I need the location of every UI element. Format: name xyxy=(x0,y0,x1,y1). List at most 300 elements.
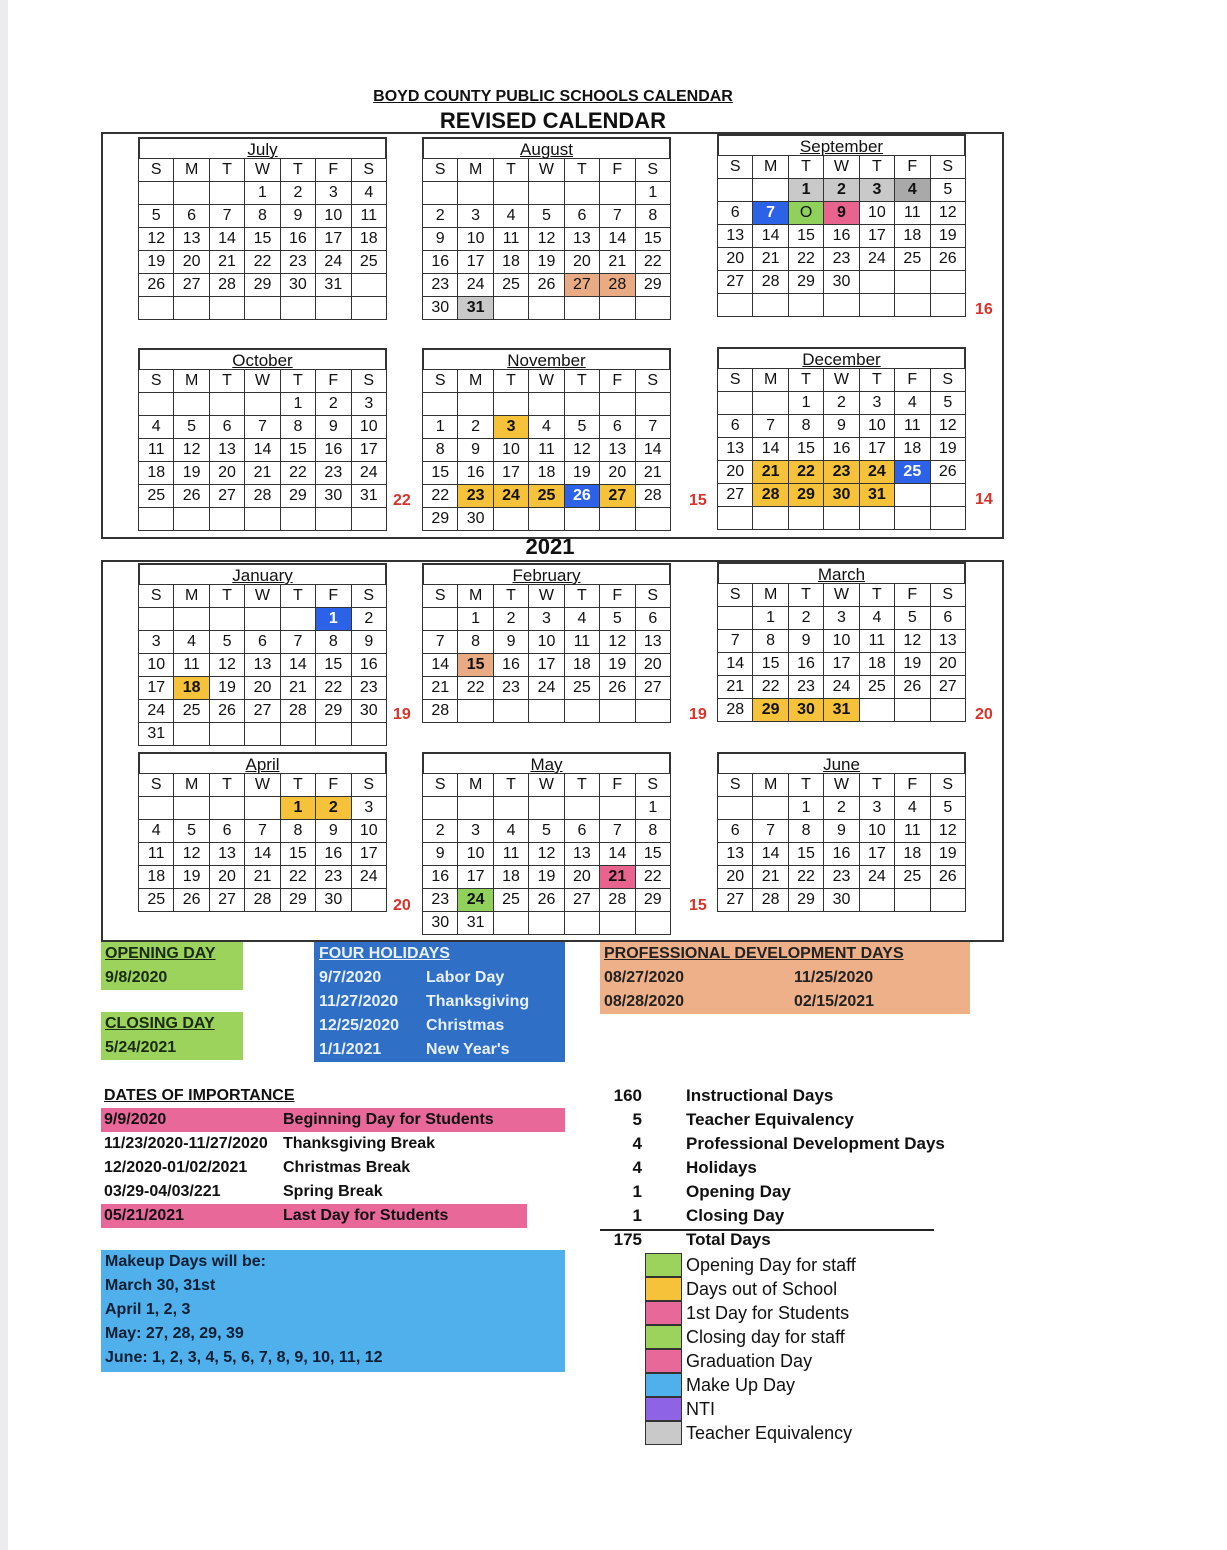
weekday-header: T xyxy=(788,584,823,607)
day-cell xyxy=(788,294,823,317)
day-cell: 11 xyxy=(351,205,386,228)
day-cell: 12 xyxy=(930,415,965,438)
weekday-header: W xyxy=(245,585,280,608)
legend-label: Make Up Day xyxy=(686,1375,796,1395)
summary-count: 1 xyxy=(632,1206,642,1225)
holidays-box xyxy=(314,942,565,1062)
day-cell: 18 xyxy=(139,866,174,889)
holiday-date: 1/1/2021 xyxy=(319,1041,382,1058)
pd-days-box xyxy=(600,942,970,1014)
day-cell: 19 xyxy=(895,653,930,676)
legend-swatch xyxy=(645,1253,682,1277)
day-cell xyxy=(600,182,635,205)
day-cell: 22 xyxy=(316,677,351,700)
opening-day-box xyxy=(101,942,243,990)
day-cell: 22 xyxy=(635,251,670,274)
day-cell xyxy=(423,797,458,820)
week-row xyxy=(423,251,671,274)
importance-event: Spring Break xyxy=(283,1183,383,1200)
weekday-header: S xyxy=(930,369,965,392)
day-cell: 4 xyxy=(493,820,528,843)
month-grid xyxy=(138,369,387,531)
day-cell: 19 xyxy=(930,225,965,248)
holiday-row xyxy=(319,966,565,990)
day-cell: 31 xyxy=(458,912,493,935)
day-cell: 26 xyxy=(209,700,244,723)
day-cell xyxy=(174,608,209,631)
day-cell: 9 xyxy=(316,416,351,439)
day-cell: 17 xyxy=(458,866,493,889)
day-cell: 8 xyxy=(423,439,458,462)
day-cell xyxy=(529,797,564,820)
month-grid xyxy=(422,369,671,531)
day-cell: 9 xyxy=(280,205,315,228)
summary-label: Opening Day xyxy=(686,1182,791,1201)
day-cell: 7 xyxy=(245,416,280,439)
day-cell xyxy=(564,508,599,531)
day-cell: 28 xyxy=(718,699,753,722)
day-cell: 21 xyxy=(718,676,753,699)
week-row xyxy=(423,797,671,820)
day-cell: 23 xyxy=(824,461,859,484)
day-cell xyxy=(635,508,670,531)
week-row xyxy=(139,416,387,439)
month-name xyxy=(717,562,966,583)
weekday-header: T xyxy=(564,370,599,393)
weekday-header: M xyxy=(174,774,209,797)
legend-label: Closing day for staff xyxy=(686,1327,845,1347)
day-cell: 29 xyxy=(280,485,315,508)
day-cell: 26 xyxy=(895,676,930,699)
day-cell: 25 xyxy=(493,889,528,912)
week-row xyxy=(718,843,966,866)
day-cell: 16 xyxy=(423,866,458,889)
day-cell xyxy=(493,297,528,320)
day-cell: 5 xyxy=(209,631,244,654)
week-row xyxy=(423,654,671,677)
holiday-name: New Year's xyxy=(426,1041,510,1058)
week-row xyxy=(718,392,966,415)
day-cell xyxy=(139,508,174,531)
day-cell: 19 xyxy=(174,866,209,889)
day-cell xyxy=(139,297,174,320)
month-name-text: November xyxy=(507,351,586,370)
day-cell: 15 xyxy=(280,439,315,462)
week-row xyxy=(139,654,387,677)
day-cell: 8 xyxy=(788,820,823,843)
day-cell: 16 xyxy=(316,439,351,462)
day-cell xyxy=(564,182,599,205)
day-cell: 4 xyxy=(351,182,386,205)
week-row xyxy=(718,294,966,317)
day-cell: 14 xyxy=(718,653,753,676)
day-cell: 3 xyxy=(493,416,528,439)
day-cell: 14 xyxy=(423,654,458,677)
week-row xyxy=(423,297,671,320)
day-cell: 28 xyxy=(245,889,280,912)
day-cell: 28 xyxy=(600,889,635,912)
day-cell xyxy=(209,182,244,205)
day-cell: 1 xyxy=(423,416,458,439)
day-cell xyxy=(139,393,174,416)
summary-count: 4 xyxy=(632,1158,642,1177)
day-cell: 13 xyxy=(209,439,244,462)
day-cell: 7 xyxy=(423,631,458,654)
day-cell: 14 xyxy=(753,225,788,248)
day-cell: 24 xyxy=(351,462,386,485)
day-cell: 18 xyxy=(564,654,599,677)
makeup-list xyxy=(105,1250,565,1370)
weekday-header: S xyxy=(635,585,670,608)
day-cell: 11 xyxy=(529,439,564,462)
page-subtitle: REVISED CALENDAR xyxy=(439,108,667,133)
importance-label: DATES OF IMPORTANCE xyxy=(104,1087,295,1104)
day-cell xyxy=(824,294,859,317)
day-cell: 12 xyxy=(895,630,930,653)
day-cell: 16 xyxy=(351,654,386,677)
month-name xyxy=(717,752,966,773)
day-cell: 2 xyxy=(316,393,351,416)
month-grid xyxy=(138,158,387,320)
day-cell xyxy=(139,182,174,205)
day-cell: 30 xyxy=(788,699,823,722)
pd-date: 08/28/2020 xyxy=(604,993,685,1010)
day-cell: 5 xyxy=(174,820,209,843)
day-cell: 4 xyxy=(895,179,930,202)
day-cell: 12 xyxy=(930,820,965,843)
day-cell: 20 xyxy=(930,653,965,676)
month-grid xyxy=(138,584,387,746)
day-cell: 25 xyxy=(895,461,930,484)
week-row xyxy=(139,843,387,866)
day-cell: 17 xyxy=(139,677,174,700)
day-cell xyxy=(493,797,528,820)
day-cell: 15 xyxy=(635,228,670,251)
week-row xyxy=(718,630,966,653)
month-name-text: July xyxy=(247,140,278,159)
day-cell: 24 xyxy=(351,866,386,889)
month-grid xyxy=(717,773,966,912)
day-cell xyxy=(930,507,965,530)
weekday-header: S xyxy=(139,159,174,182)
day-cell: 20 xyxy=(245,677,280,700)
weekday-header: T xyxy=(493,774,528,797)
weekday-header: M xyxy=(753,584,788,607)
day-cell: 31 xyxy=(458,297,493,320)
pd-days-row-1 xyxy=(604,966,970,990)
day-cell: 17 xyxy=(859,843,894,866)
day-cell xyxy=(529,393,564,416)
day-cell: 15 xyxy=(788,225,823,248)
day-cell: 14 xyxy=(600,843,635,866)
day-cell: 13 xyxy=(635,631,670,654)
day-cell xyxy=(245,723,280,746)
day-cell: 20 xyxy=(718,866,753,889)
day-cell: 13 xyxy=(209,843,244,866)
month-day-count: 15 xyxy=(689,897,707,914)
summary-label: Total Days xyxy=(686,1230,771,1249)
day-cell: 6 xyxy=(245,631,280,654)
month-day-count: 14 xyxy=(975,491,993,508)
day-cell: 17 xyxy=(824,653,859,676)
importance-list xyxy=(101,1108,571,1228)
day-cell: 14 xyxy=(753,438,788,461)
day-cell xyxy=(600,508,635,531)
pd-date: 02/15/2021 xyxy=(794,993,875,1010)
day-cell: 2 xyxy=(824,179,859,202)
day-cell: 12 xyxy=(529,843,564,866)
month-day-count: 16 xyxy=(975,301,993,318)
day-cell: 28 xyxy=(280,700,315,723)
legend-swatch xyxy=(645,1325,682,1349)
day-cell: 30 xyxy=(458,508,493,531)
week-row xyxy=(139,889,387,912)
day-cell: 8 xyxy=(788,415,823,438)
week-row xyxy=(423,393,671,416)
day-cell: 21 xyxy=(245,462,280,485)
day-cell: 12 xyxy=(600,631,635,654)
day-cell: 7 xyxy=(753,202,788,225)
day-cell: 10 xyxy=(859,820,894,843)
day-cell: O xyxy=(788,202,823,225)
weekday-header: S xyxy=(423,774,458,797)
day-cell: 19 xyxy=(564,462,599,485)
weekday-header: W xyxy=(529,370,564,393)
day-cell: 23 xyxy=(824,248,859,271)
month-december xyxy=(717,347,966,530)
day-cell: 6 xyxy=(718,415,753,438)
weekday-header: M xyxy=(458,370,493,393)
day-cell: 19 xyxy=(529,251,564,274)
day-cell: 9 xyxy=(351,631,386,654)
weekday-header: F xyxy=(895,584,930,607)
month-day-count: 22 xyxy=(393,492,411,509)
weekday-header: S xyxy=(930,584,965,607)
legend-swatch xyxy=(645,1349,682,1373)
day-cell xyxy=(529,700,564,723)
day-cell: 14 xyxy=(209,228,244,251)
day-cell: 7 xyxy=(600,820,635,843)
day-cell: 18 xyxy=(859,653,894,676)
day-cell: 25 xyxy=(529,485,564,508)
summary-label: Teacher Equivalency xyxy=(686,1110,854,1129)
day-cell xyxy=(493,393,528,416)
week-row xyxy=(718,507,966,530)
day-cell: 3 xyxy=(458,205,493,228)
week-row xyxy=(139,508,387,531)
day-cell: 27 xyxy=(209,485,244,508)
day-cell: 26 xyxy=(174,889,209,912)
day-cell: 9 xyxy=(788,630,823,653)
day-cell: 3 xyxy=(529,608,564,631)
weekday-header: S xyxy=(423,585,458,608)
day-cell: 9 xyxy=(316,820,351,843)
day-cell: 15 xyxy=(245,228,280,251)
week-row xyxy=(139,677,387,700)
day-cell: 9 xyxy=(423,228,458,251)
holidays-list xyxy=(319,966,565,1062)
month-september xyxy=(717,134,966,317)
day-cell: 6 xyxy=(718,820,753,843)
day-cell: 20 xyxy=(718,461,753,484)
month-name xyxy=(422,137,671,158)
day-cell: 6 xyxy=(930,607,965,630)
weekday-header: W xyxy=(529,585,564,608)
day-cell: 12 xyxy=(139,228,174,251)
summary-count: 5 xyxy=(632,1110,642,1129)
month-name xyxy=(138,137,387,158)
day-cell: 28 xyxy=(635,485,670,508)
importance-date: 03/29-04/03/221 xyxy=(104,1183,221,1200)
holiday-date: 11/27/2020 xyxy=(319,993,399,1010)
day-cell xyxy=(458,700,493,723)
weekday-header: T xyxy=(859,774,894,797)
day-cell xyxy=(788,507,823,530)
month-name-text: December xyxy=(802,350,881,369)
weekday-header: M xyxy=(174,370,209,393)
day-cell: 8 xyxy=(316,631,351,654)
day-cell: 30 xyxy=(351,700,386,723)
day-cell xyxy=(824,507,859,530)
day-cell xyxy=(930,699,965,722)
weekday-header: W xyxy=(824,774,859,797)
day-cell xyxy=(753,179,788,202)
day-cell: 1 xyxy=(788,179,823,202)
day-cell: 28 xyxy=(753,889,788,912)
day-cell: 16 xyxy=(788,653,823,676)
day-cell xyxy=(351,508,386,531)
day-cell: 6 xyxy=(564,820,599,843)
week-row xyxy=(139,228,387,251)
month-name-text: June xyxy=(823,755,860,774)
day-cell: 24 xyxy=(529,677,564,700)
day-cell: 17 xyxy=(458,251,493,274)
importance-date: 11/23/2020-11/27/2020 xyxy=(104,1135,268,1152)
month-grid xyxy=(717,583,966,722)
day-cell: 1 xyxy=(635,797,670,820)
day-cell: 16 xyxy=(824,225,859,248)
day-cell: 10 xyxy=(458,843,493,866)
week-row xyxy=(718,866,966,889)
day-cell: 16 xyxy=(423,251,458,274)
day-cell: 29 xyxy=(753,699,788,722)
day-cell: 14 xyxy=(753,843,788,866)
day-cell: 7 xyxy=(600,205,635,228)
day-cell: 22 xyxy=(788,461,823,484)
day-cell: 3 xyxy=(458,820,493,843)
day-cell: 23 xyxy=(458,485,493,508)
weekday-header: S xyxy=(423,159,458,182)
day-cell: 9 xyxy=(458,439,493,462)
year-label: 2021 xyxy=(525,534,575,559)
day-cell xyxy=(895,507,930,530)
day-cell xyxy=(529,182,564,205)
week-row xyxy=(718,225,966,248)
day-cell: 18 xyxy=(493,251,528,274)
day-cell: 20 xyxy=(600,462,635,485)
day-cell: 19 xyxy=(930,843,965,866)
day-cell: 11 xyxy=(174,654,209,677)
weekday-header: T xyxy=(209,159,244,182)
week-row xyxy=(423,866,671,889)
day-cell: 5 xyxy=(600,608,635,631)
day-cell: 23 xyxy=(788,676,823,699)
week-row xyxy=(423,677,671,700)
day-cell: 31 xyxy=(859,484,894,507)
day-cell xyxy=(493,700,528,723)
legend-swatch xyxy=(645,1397,682,1421)
day-cell: 19 xyxy=(930,438,965,461)
day-cell: 18 xyxy=(493,866,528,889)
day-cell: 10 xyxy=(859,415,894,438)
day-cell xyxy=(600,700,635,723)
weekday-header: S xyxy=(423,370,458,393)
makeup-days-box xyxy=(101,1250,565,1372)
summary-label: Closing Day xyxy=(686,1206,785,1225)
month-october xyxy=(138,348,387,531)
weekday-header: S xyxy=(718,156,753,179)
week-row xyxy=(718,484,966,507)
day-cell xyxy=(930,294,965,317)
day-cell: 7 xyxy=(753,415,788,438)
day-cell: 23 xyxy=(280,251,315,274)
weekday-header: T xyxy=(493,159,528,182)
importance-event: Last Day for Students xyxy=(283,1207,449,1224)
day-cell xyxy=(209,797,244,820)
week-row xyxy=(139,723,387,746)
week-row xyxy=(139,439,387,462)
weekday-header: T xyxy=(859,369,894,392)
day-cell: 30 xyxy=(423,297,458,320)
day-cell: 26 xyxy=(600,677,635,700)
day-cell xyxy=(493,508,528,531)
day-cell xyxy=(718,507,753,530)
day-cell xyxy=(564,700,599,723)
day-cell xyxy=(895,699,930,722)
day-cell: 21 xyxy=(753,248,788,271)
week-row xyxy=(718,248,966,271)
weekday-header: T xyxy=(493,370,528,393)
day-cell: 8 xyxy=(635,205,670,228)
day-cell xyxy=(564,912,599,935)
day-cell xyxy=(635,297,670,320)
day-cell: 17 xyxy=(493,462,528,485)
day-cell xyxy=(859,507,894,530)
weekday-header: S xyxy=(351,370,386,393)
summary-label: Professional Development Days xyxy=(686,1134,945,1153)
weekday-header: M xyxy=(174,159,209,182)
day-cell xyxy=(209,393,244,416)
week-row xyxy=(139,182,387,205)
weekday-header: S xyxy=(930,774,965,797)
weekday-header: M xyxy=(458,774,493,797)
day-cell: 16 xyxy=(824,843,859,866)
day-cell: 8 xyxy=(635,820,670,843)
day-cell xyxy=(600,297,635,320)
week-row xyxy=(718,797,966,820)
summary-divider xyxy=(600,1229,934,1231)
day-cell: 1 xyxy=(280,797,315,820)
day-cell xyxy=(174,297,209,320)
day-cell: 22 xyxy=(788,248,823,271)
day-cell: 22 xyxy=(635,866,670,889)
day-cell xyxy=(564,393,599,416)
day-cell: 1 xyxy=(753,607,788,630)
day-cell: 3 xyxy=(859,392,894,415)
pd-days-row-2 xyxy=(604,990,970,1014)
day-cell: 5 xyxy=(930,392,965,415)
month-day-count: 19 xyxy=(393,706,411,723)
